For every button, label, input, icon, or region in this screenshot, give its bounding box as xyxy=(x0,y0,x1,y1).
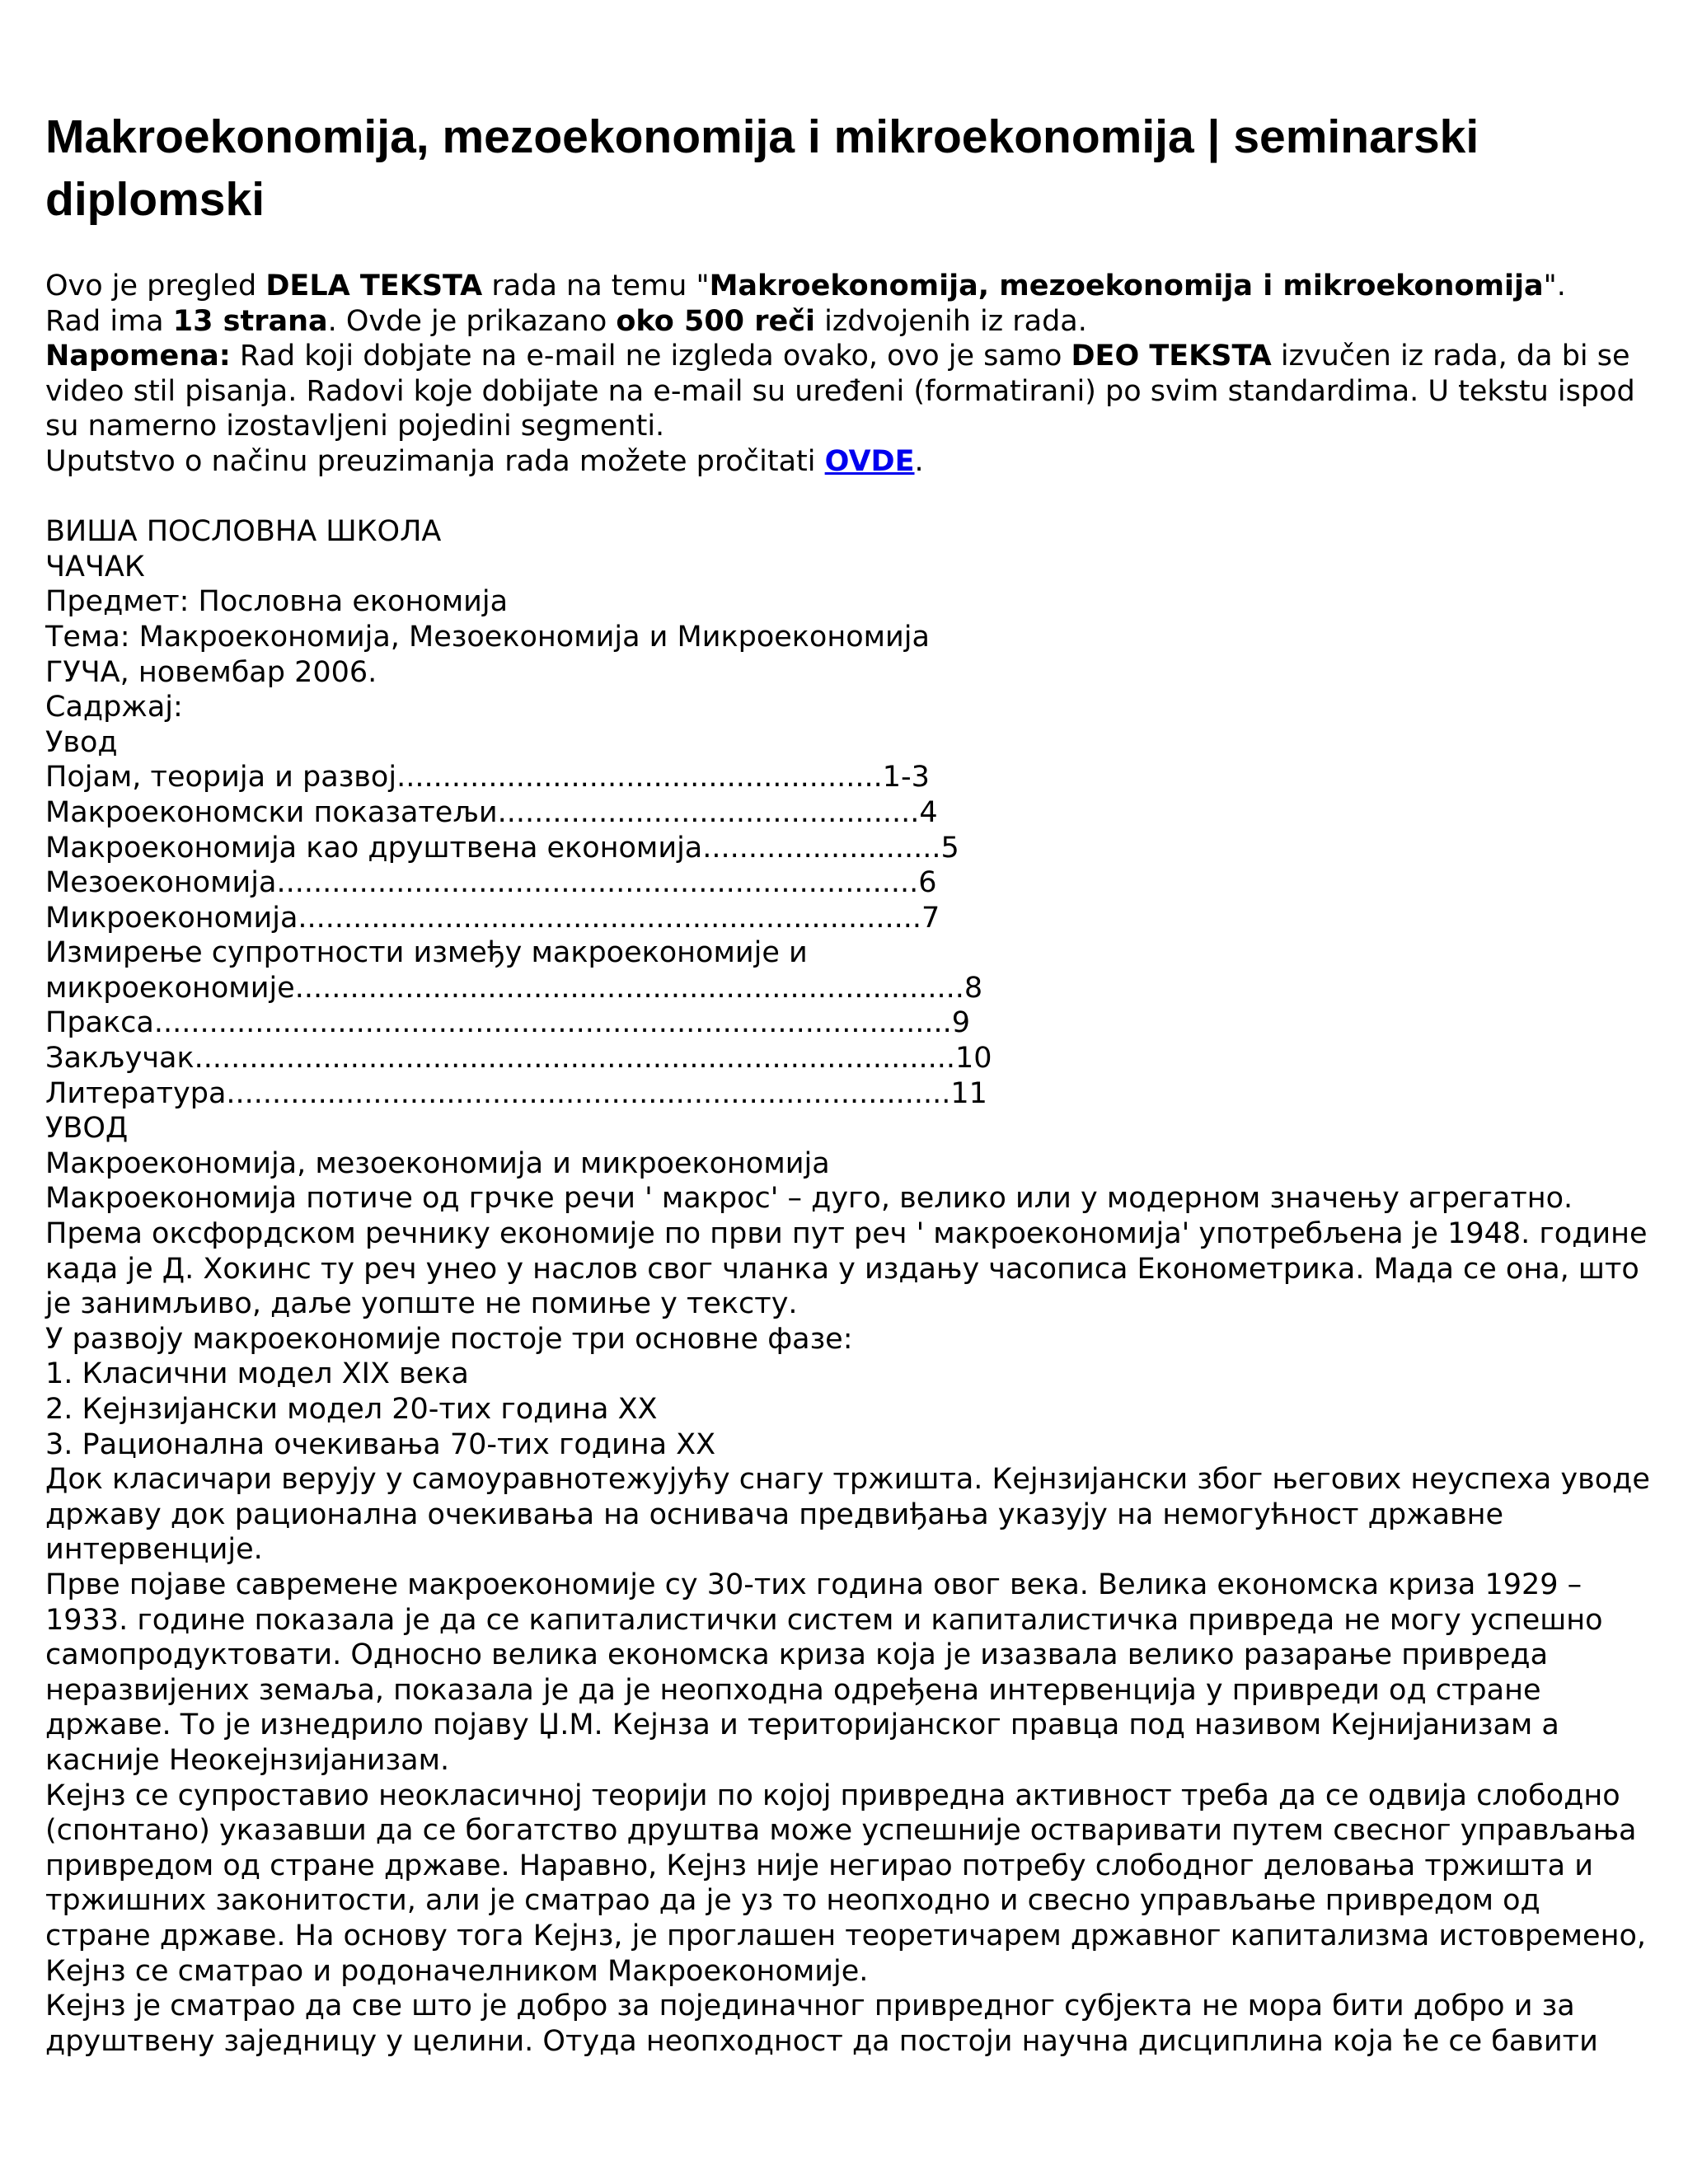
body-line: Пракса.......................................................................................9 xyxy=(45,1006,970,1040)
body-paragraph: 2. Кејнзијански модел 20-тих година XX xyxy=(45,1393,658,1426)
intro-block xyxy=(45,269,1653,480)
intro-text: izvučen iz rada, da bi se video stil pisanja. Radovi koje dobijate na e-mail su uređeni (formatirani) po svim standardima. U tekstu ispod su namerno izostavljeni pojedini segmenti. xyxy=(45,340,1635,443)
body-line: УВОД xyxy=(45,1112,129,1146)
body-paragraph: 3. Рационална очекивања 70-тих година XX xyxy=(45,1427,716,1461)
body-line: Измирење супротности између макроекономије и xyxy=(45,936,808,970)
body-paragraph: Кејнз је сматрао да све што је добро за појединачног привредног субјекта не мора бити добро и за друштвену заједницу у целини. Отуда неопходност да постоји научна дисциплина која ће се бавити xyxy=(45,1990,1598,2058)
body-line: Микроекономија....................................................................7 xyxy=(45,901,940,935)
body-line: микроекономије.........................................................................8 xyxy=(45,971,983,1005)
body-paragraph: Кејнз се супроставио неокласичној теорији по којој привредна активност треба да се одвија слободно (спонтано) указавши да се богатство друштва може успешније остваривати путем свесног управљања привредом од стране државе. Наравно, Кејнз није негирао потребу слободног деловања тржишта и тржишних законитости, али је сматрао да је уз то неопходно и свесно управљање привредом од стране државе. На основу тога Кејнз, је проглашен теоретичарем државног капитализма истовремено, Кејнз се сматрао и родоначелником Макроекономије. xyxy=(45,1779,1646,1988)
body-line: Садржај: xyxy=(45,691,183,724)
note-label: Napomena: xyxy=(45,340,231,373)
body-paragraph: Макроекономија потиче од грчке речи ' макрос' – дуго, велико или у модерном значењу агрегатно. Према оксфордском речнику економије по први пут реч ' макроекономија' употребљена је 1948. године када је Д. Хокинс ту реч унео у наслов свог чланка у издању часописа Економетрика. Мада се она, што је занимљиво, даље уопште не помиње у тексту. xyxy=(45,1182,1648,1321)
intro-bold: DEO TEKSTA xyxy=(1071,340,1272,373)
page-title: Makroekonomija, mezoekonomija i mikroekonomija | seminarski diplomski xyxy=(45,110,1479,226)
body-line: Макроекономски показатељи..............................................4 xyxy=(45,795,938,829)
body-line: ГУЧА, новембар 2006. xyxy=(45,655,377,689)
intro-text: Rad ima xyxy=(45,304,173,338)
body-line: Увод xyxy=(45,725,118,759)
body-line: Мезоекономија......................................................................6 xyxy=(45,866,937,900)
spacer xyxy=(45,480,1653,515)
intro-text: Rad koji dobjate na e-mail ne izgleda ovako, ovo je samo xyxy=(230,340,1071,373)
intro-topic: Makroekonomija, mezoekonomija i mikroekonomija xyxy=(709,269,1544,302)
body-line: Закључак...................................................................................10 xyxy=(45,1042,992,1076)
body-paragraph: Док класичари верују у самоуравнотежујућу снагу тржишта. Кејнзијански због његових неуспеха уводе државу док рационална очекивања на оснивача предвиђања указују на немогућност државне интервенције. xyxy=(45,1463,1650,1567)
word-count: oko 500 reči xyxy=(616,304,815,338)
page-count: 13 strana xyxy=(172,304,328,338)
body-paragraphs xyxy=(45,1181,1653,2059)
body-line: Тема: Макроекономија, Мезоекономија и Микроекономија xyxy=(45,620,930,654)
body-line: Појам, теорија и развој.....................................................1-3 xyxy=(45,761,930,794)
intro-line-1 xyxy=(45,269,1653,304)
intro-text: izdvojenih iz rada. xyxy=(814,304,1087,338)
intro-line-2 xyxy=(45,304,1653,340)
body-line: Макроекономија, мезоекономија и микроекономија xyxy=(45,1146,830,1180)
instructions-link[interactable]: OVDE xyxy=(824,444,915,478)
intro-text: Ovo je pregled xyxy=(45,269,266,302)
intro-text: . xyxy=(914,444,924,478)
body-line: Литература...............................................................................11 xyxy=(45,1076,987,1110)
body-paragraph: Прве појаве савремене макроекономије су 30-тих година овог века. Велика економска криза 1929 – 1933. године показала је да се капиталистички систем и капиталистичка привреда не могу успешно самопродуктовати. Односно велика економска криза која је изазвала велико разарање привреда неразвијених земаља, показала је да је неопходна одређена интервенција у привреди од стране државе. То је изнедрило појаву Џ.М. Кејнза и територијанског правца под називом Кејнијанизам а касније Неокејнзијанизам. xyxy=(45,1568,1603,1777)
document-page xyxy=(45,105,1653,2059)
body-paragraph: 1. Класични модел XIX века xyxy=(45,1357,469,1391)
document-body xyxy=(45,514,1653,2059)
intro-text: rada na temu " xyxy=(482,269,710,302)
intro-text: . Ovde je prikazano xyxy=(327,304,617,338)
intro-text: ". xyxy=(1543,269,1566,302)
body-line: ЧАЧАК xyxy=(45,550,145,583)
intro-text: Uputstvo o načinu preuzimanja rada možete pročitati xyxy=(45,444,825,478)
intro-note xyxy=(45,339,1653,444)
body-line: Макроекономија као друштвена економија..........................5 xyxy=(45,831,959,865)
intro-bold: DELA TEKSTA xyxy=(265,269,483,302)
body-line: ВИША ПОСЛОВНА ШКОЛА xyxy=(45,515,442,549)
intro-howto xyxy=(45,444,1653,480)
body-line: Предмет: Пословна економија xyxy=(45,585,509,619)
body-lines xyxy=(45,514,1653,1181)
body-paragraph: У развоју макроекономије постоје три основне фазе: xyxy=(45,1322,853,1356)
